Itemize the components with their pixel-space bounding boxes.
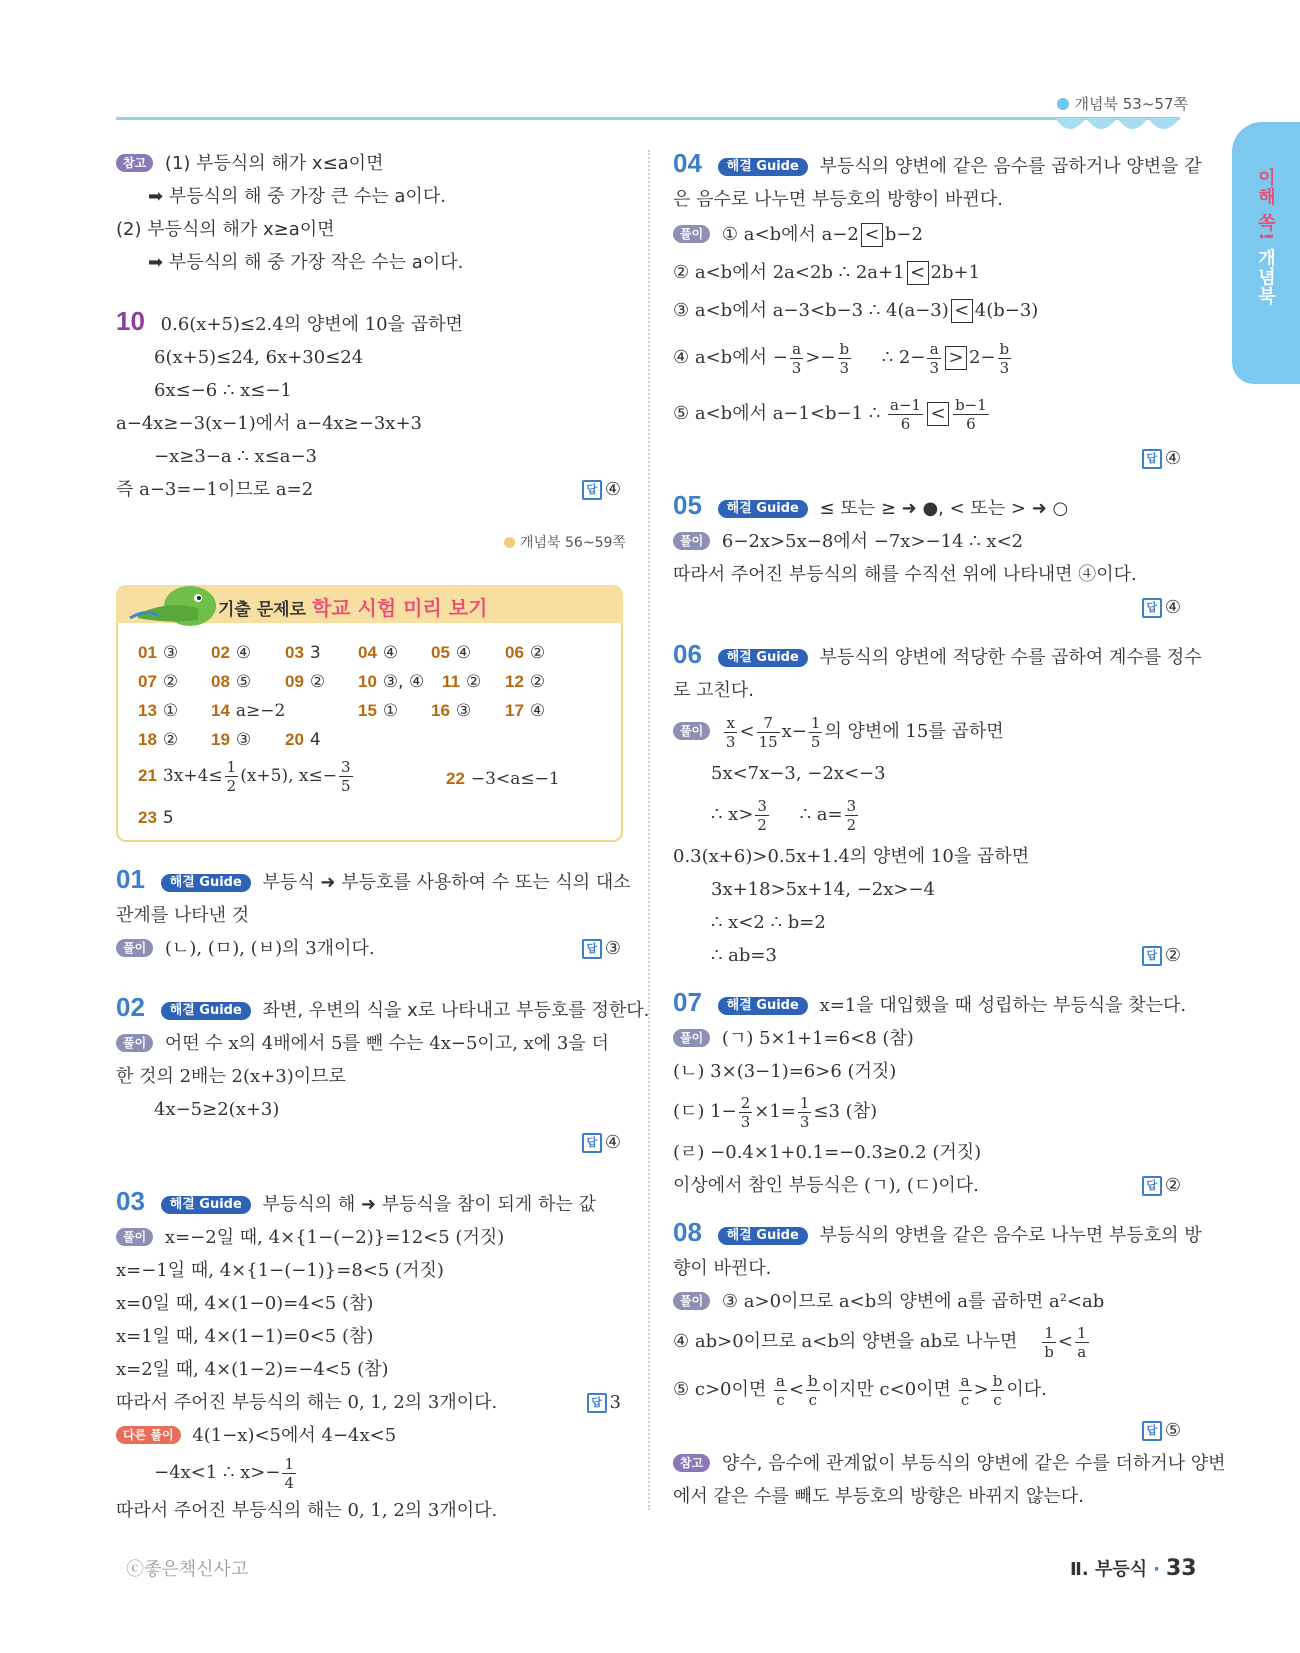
header-rule — [116, 117, 1180, 120]
answer: 답 ② — [1142, 939, 1181, 972]
answer-icon: 답 — [1142, 1421, 1162, 1441]
preview-item: 17 ④ — [505, 701, 546, 721]
preview-item: 21 3x+4≤ $\frac{1}{2}$ (x+5), x≤− $\frac{3}{5}$ — [138, 758, 351, 795]
answer-icon: 답 — [582, 480, 602, 500]
header-ref-text: 개념북 53~57쪽 — [1074, 95, 1188, 113]
alt-solution-tag: 다른 풀이 — [116, 1426, 181, 1444]
right-column: 04 해결 Guide 부등식의 양변에 같은 음수를 곱하거나 양변을 같 은 음수로 나누면 부등호의 방향이 바뀐다. 풀이 ① a<b에서 a−2 < b−2 ② a<b에서 2a<2b ∴ 2a+1 < 2b+1 ③ a<b에서 a−3<b−3 ∴ 4(a−3) < 4(b−3) ④ a<b에서 − $\frac{a}{3}$ >− $\frac{b}{3}$ ∴ 2− $\frac{a}{3}$ > 2− $\frac{b}{3}$ ⑤ a<b에서 a−1<b−1 ∴ $\frac{a-1}{6}$ < $\frac{b-1}{6}$ 답 ④ 05 해결 Guide ≤ 또는 ≥ ➜ ●, < 또는 > ➜ ○ 풀이 6−2x>5x−8에서 −7x>−14 ∴ x<2 따라서 주어진 부등식의 해를 수직선 위에 나타내면 ④이다. 답 ④ 06 해결 Guide 부등식의 양변에 적당한 수를 곱하여 계수를 정수 로 고친다. 풀이 $\frac{x}{3}$ < $\frac{7}{15}$ x− $\frac{1}{5}$ 의 양변에 15를 곱하면 5x<7x−3, −2x<−3 ∴ x> $\frac{3}{2}$ ∴ a= $\frac{3}{2}$ 0.3(x+6)>0.5x+1.4의 양변에 10을 곱하면 3x+18>5x+14, −2x>−4 ∴ x<2 ∴ b=2 ∴ ab=3 답 ② 07 해결 Guide x=1을 대입했을 때 성립하는 부등식을 찾는다. 풀이 (ㄱ) 5×1+1=6<8 (참) (ㄴ) 3×(3−1)=6>6 (거짓) (ㄷ) 1− $\frac{2}{3}$ ×1= $\frac{1}{3}$ ≤3 (참) (ㄹ) −0.4×1+0.1=−0.3≥0.2 (거짓) 이상에서 참인 부등식은 (ㄱ), (ㄷ)이다. 답 ② 08 해결 Guide 부등식의 양변을 같은 음수로 나누면 부등호의 방 향이 바뀐다. 풀이 ③ a>0이므로 a<b의 양변에 a를 곱하면 a²<ab ④ ab>0이므로 a<b의 양변을 ab로 나누면 $\frac{1}{b}$ < $\frac{1}{a}$ ⑤ c>0이면 $\frac{a}{c}$ < $\frac{b}{c}$ 이지만 c<0이면 $\frac{a}{c}$ > $\frac{b}{c}$ 이다. 답 ⑤ 참고 양수, 음수에 관계없이 부등식의 양변에 같은 수를 더하거나 양변 에서 같은 수를 빼도 부등호의 방향은 바뀌지 않는다. — [673, 148, 1226, 1507]
crocodile-icon — [128, 578, 220, 630]
q01-guide: 01 해결 Guide 부등식 ➜ 부등호를 사용하여 수 또는 식의 대소 — [116, 864, 631, 894]
preview-item: 10 ③, ④ — [358, 672, 425, 692]
answer: 답 ④ — [582, 473, 621, 506]
q03-solution: 풀이 x=−2일 때, 4×{1−(−2)}=12<5 (거짓) — [116, 1221, 621, 1254]
answer: 답 ③ — [582, 932, 621, 965]
page-footer: Ⅱ. 부등식 · 33 — [1070, 1556, 1197, 1581]
q05-guide: 05 해결 Guide ≤ 또는 ≥ ➜ ●, < 또는 > ➜ ○ — [673, 490, 1069, 520]
question-number: 04 — [673, 148, 702, 178]
guide-tag: 해결 Guide — [718, 649, 808, 667]
q08-guide: 08 해결 Guide 부등식의 양변을 같은 음수로 나누면 부등호의 방 — [673, 1217, 1202, 1247]
guide-tag: 해결 Guide — [718, 1227, 808, 1245]
guide-tag: 해결 Guide — [161, 1196, 251, 1214]
note-tag: 참고 — [116, 154, 153, 172]
preview-item: 04 ④ — [358, 643, 399, 663]
answer-icon: 답 — [1142, 449, 1162, 469]
preview-item: 05 ④ — [431, 643, 472, 663]
preview-item: 22 −3<a≤−1 — [446, 769, 560, 789]
q02-solution: 풀이 어떤 수 x의 4배에서 5를 뺀 수는 4x−5이고, x에 3을 더 — [116, 1027, 621, 1060]
guide-tag: 해결 Guide — [161, 1002, 251, 1020]
left-column-lower: 01 해결 Guide 부등식 ➜ 부등호를 사용하여 수 또는 식의 대소 관계를 나타낸 것 풀이 (ㄴ), (ㅁ), (ㅂ)의 3개이다. 답 ③ 02 해결 Guide 좌변, 우변의 식을 x로 나타내고 부등호를 정한다. 풀이 어떤 수 x의 4배에서 5를 뺀 수는 4x−5이고, x에 3을 더 한 것의 2배는 2(x+3)이므로 4x−5≥2(x+3) 답 ④ 03 해결 Guide 부등식의 해 ➜ 부등식을 참이 되게 하는 값 풀이 x=−2일 때, 4×{1−(−2)}=12<5 (거짓) x=−1일 때, 4×{1−(−1)}=8<5 (거짓) x=0일 때, 4×(1−0)=4<5 (참) x=1일 때, 4×(1−1)=0<5 (참) x=2일 때, 4×(1−2)=−4<5 (참) 따라서 주어진 부등식의 해는 0, 1, 2의 3개이다. 답 3 다른 풀이 4(1−x)<5에서 4−4x<5 −4x<1 ∴ x>− $\frac{1}{4}$ 따라서 주어진 부등식의 해는 0, 1, 2의 3개이다. — [116, 864, 650, 1521]
answer-box: > — [945, 346, 967, 370]
q06-guide: 06 해결 Guide 부등식의 양변에 적당한 수를 곱하여 계수를 정수 — [673, 639, 1202, 669]
q10-answer-line: 즉 a−3=−1이므로 a=2 답 ④ — [116, 473, 621, 506]
solution-tag: 풀이 — [673, 1029, 710, 1047]
guide-tag: 해결 Guide — [718, 158, 808, 176]
preview-item: 07 ② — [138, 672, 179, 692]
answer-icon: 답 — [1142, 946, 1162, 966]
solution-tag: 풀이 — [116, 939, 153, 957]
answer: 답 ⑤ — [1142, 1414, 1181, 1447]
side-tab-label: 이해 쏙! 개념북 — [1255, 168, 1276, 306]
answer-icon: 답 — [587, 1393, 607, 1413]
solution-tag: 풀이 — [116, 1228, 153, 1246]
solution-tag: 풀이 — [673, 722, 710, 740]
q08-note: 참고 양수, 음수에 관계없이 부등식의 양변에 같은 수를 더하거나 양변 — [673, 1447, 1181, 1480]
q02-guide: 02 해결 Guide 좌변, 우변의 식을 x로 나타내고 부등호를 정한다. — [116, 992, 650, 1022]
preview-item: 11 ② — [442, 672, 482, 692]
preview-item: 08 ⑤ — [211, 672, 252, 692]
answer-icon: 답 — [582, 1133, 602, 1153]
solution-tag: 풀이 — [673, 1292, 710, 1310]
answer-icon: 답 — [1142, 598, 1162, 618]
preview-item: 16 ③ — [431, 701, 472, 721]
preview-title: 기출 문제로 학교 시험 미리 보기 — [218, 596, 488, 620]
solution-tag: 풀이 — [673, 532, 710, 550]
note-tag: 참고 — [673, 1454, 710, 1472]
guide-tag: 해결 Guide — [161, 874, 251, 892]
question-number: 07 — [673, 987, 702, 1017]
question-number: 06 — [673, 639, 702, 669]
question-number: 03 — [116, 1186, 145, 1216]
preview-item: 19 ③ — [211, 730, 252, 750]
wave-decoration-icon — [1055, 118, 1180, 136]
solution-tag: 풀이 — [673, 225, 710, 243]
preview-item: 23 5 — [138, 808, 174, 828]
preview-item: 12 ② — [505, 672, 546, 692]
preview-reference: 개념북 56~59쪽 — [504, 532, 626, 552]
answer: 답 3 — [587, 1386, 621, 1419]
publisher-copyright: ⓒ좋은책신사고 — [126, 1559, 249, 1580]
q02-answer — [116, 1126, 621, 1159]
preview-item: 14 a≥−2 — [211, 701, 286, 721]
answer-box: < — [907, 261, 929, 285]
answer: 답 ④ — [582, 1126, 621, 1159]
preview-item: 01 ③ — [138, 643, 179, 663]
preview-item: 02 ④ — [211, 643, 252, 663]
solution-tag: 풀이 — [116, 1034, 153, 1052]
bullet-icon — [504, 537, 515, 548]
preview-item: 13 ① — [138, 701, 179, 721]
question-number: 02 — [116, 992, 145, 1022]
question-number: 08 — [673, 1217, 702, 1247]
header-reference — [1057, 93, 1188, 114]
guide-tag: 해결 Guide — [718, 997, 808, 1015]
column-divider — [648, 150, 650, 1510]
answer: 답 ④ — [1142, 442, 1181, 475]
q03-alt-solution: 다른 풀이 4(1−x)<5에서 4−4x<5 — [116, 1419, 621, 1452]
preview-item: 03 3 — [285, 643, 321, 663]
answer: 답 ② — [1142, 1169, 1181, 1202]
q10-line: 10 0.6(x+5)≤2.4의 양변에 10을 곱하면 — [116, 306, 463, 336]
answer-box: < — [951, 299, 973, 323]
q03-guide: 03 해결 Guide 부등식의 해 ➜ 부등식을 참이 되게 하는 값 — [116, 1186, 596, 1216]
bullet-icon — [1057, 98, 1069, 110]
left-column: 참고 (1) 부등식의 해가 x≤a이면 ➡ 부등식의 해 중 가장 큰 수는 a이다. (2) 부등식의 해가 x≥a이면 ➡ 부등식의 해 중 가장 작은 수는 a이다. 10 0.6(x+5)≤2.4의 양변에 10을 곱하면 6(x+5)≤24, 6x+30≤24 6x≤−6 ∴ x≤−1 a−4x≥−3(x−1)에서 a−4x≥−3x+3 −x≥3−a ∴ x≤a−3 즉 a−3=−1이므로 a=2 답 ④ — [116, 147, 621, 506]
answer-box: < — [927, 402, 949, 426]
answer: 답 ④ — [1142, 591, 1181, 624]
question-number: 05 — [673, 490, 702, 520]
question-number: 01 — [116, 864, 145, 894]
answer-icon: 답 — [582, 939, 602, 959]
answer-icon: 답 — [1142, 1176, 1162, 1196]
guide-tag: 해결 Guide — [718, 500, 808, 518]
q01-solution: 풀이 (ㄴ), (ㅁ), (ㅂ)의 3개이다. 답 ③ — [116, 932, 621, 965]
answer-box: < — [861, 223, 883, 247]
question-number: 10 — [116, 306, 145, 336]
note-block: 참고 (1) 부등식의 해가 x≤a이면 — [116, 147, 621, 180]
preview-item: 20 4 — [285, 730, 321, 750]
q07-guide: 07 해결 Guide x=1을 대입했을 때 성립하는 부등식을 찾는다. — [673, 987, 1187, 1017]
preview-item: 06 ② — [505, 643, 546, 663]
q04-guide: 04 해결 Guide 부등식의 양변에 같은 음수를 곱하거나 양변을 같 — [673, 148, 1202, 178]
preview-item: 15 ① — [358, 701, 399, 721]
preview-item: 18 ② — [138, 730, 179, 750]
preview-item: 09 ② — [285, 672, 326, 692]
